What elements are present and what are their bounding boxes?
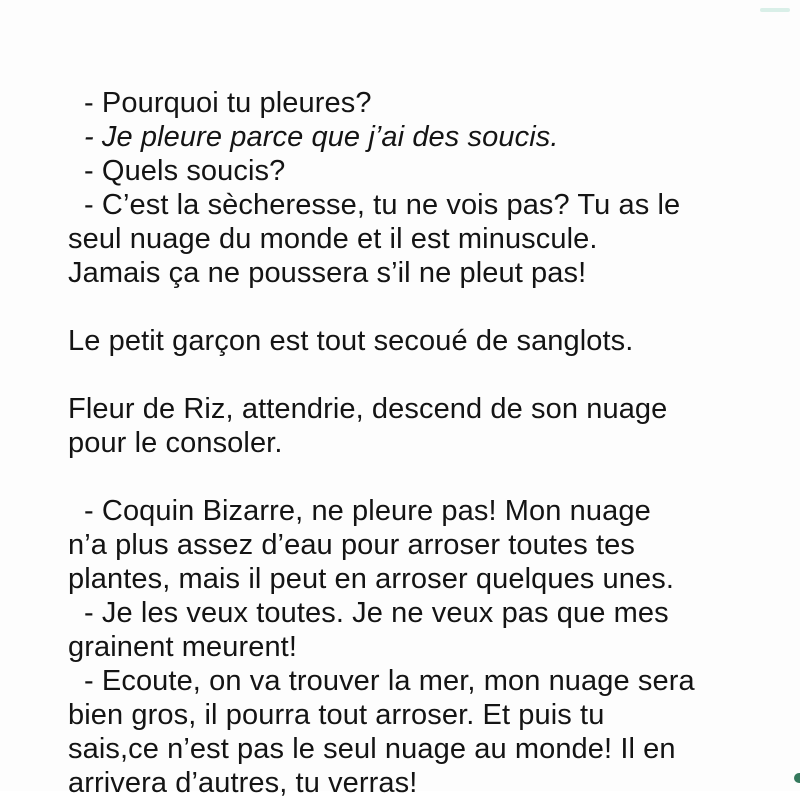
dialogue-line-1: - Pourquoi tu pleures? (84, 87, 372, 119)
dialogue-line-7: - Coquin Bizarre, ne pleure pas! Mon nuage (84, 495, 651, 527)
dialogue-line-11: grainent meurent! (68, 631, 297, 663)
page-corner-mark (794, 773, 800, 783)
narration-line-2: Fleur de Riz, attendrie, descend de son nuage (68, 393, 668, 425)
dialogue-line-12: - Ecoute, on va trouver la mer, mon nuage sera (84, 665, 695, 697)
story-text (68, 86, 792, 800)
dialogue-line-10: - Je les veux toutes. Je ne veux pas que mes (84, 597, 669, 629)
dialogue-line-15: arrivera d’autres, tu verras! (68, 767, 418, 799)
narration-line-1: Le petit garçon est tout secoué de sanglots. (68, 325, 634, 357)
dialogue-line-5: seul nuage du monde et il est minuscule. (68, 223, 598, 255)
dialogue-line-14: sais,ce n’est pas le seul nuage au monde! Il en (68, 733, 676, 765)
dialogue-line-9: plantes, mais il peut en arroser quelques unes. (68, 563, 674, 595)
dialogue-line-3: - Quels soucis? (84, 155, 286, 187)
dialogue-line-2: - Je pleure parce que j’ai des soucis. (84, 121, 559, 153)
narration-line-3: pour le consoler. (68, 427, 283, 459)
dialogue-line-6: Jamais ça ne poussera s’il ne pleut pas! (68, 257, 587, 289)
dialogue-line-13: bien gros, il pourra tout arroser. Et puis tu (68, 699, 605, 731)
dialogue-line-8: n’a plus assez d’eau pour arroser toutes tes (68, 529, 635, 561)
dialogue-line-4: - C’est la sècheresse, tu ne vois pas? Tu as le (84, 189, 681, 221)
page-edge-mark (760, 8, 790, 12)
